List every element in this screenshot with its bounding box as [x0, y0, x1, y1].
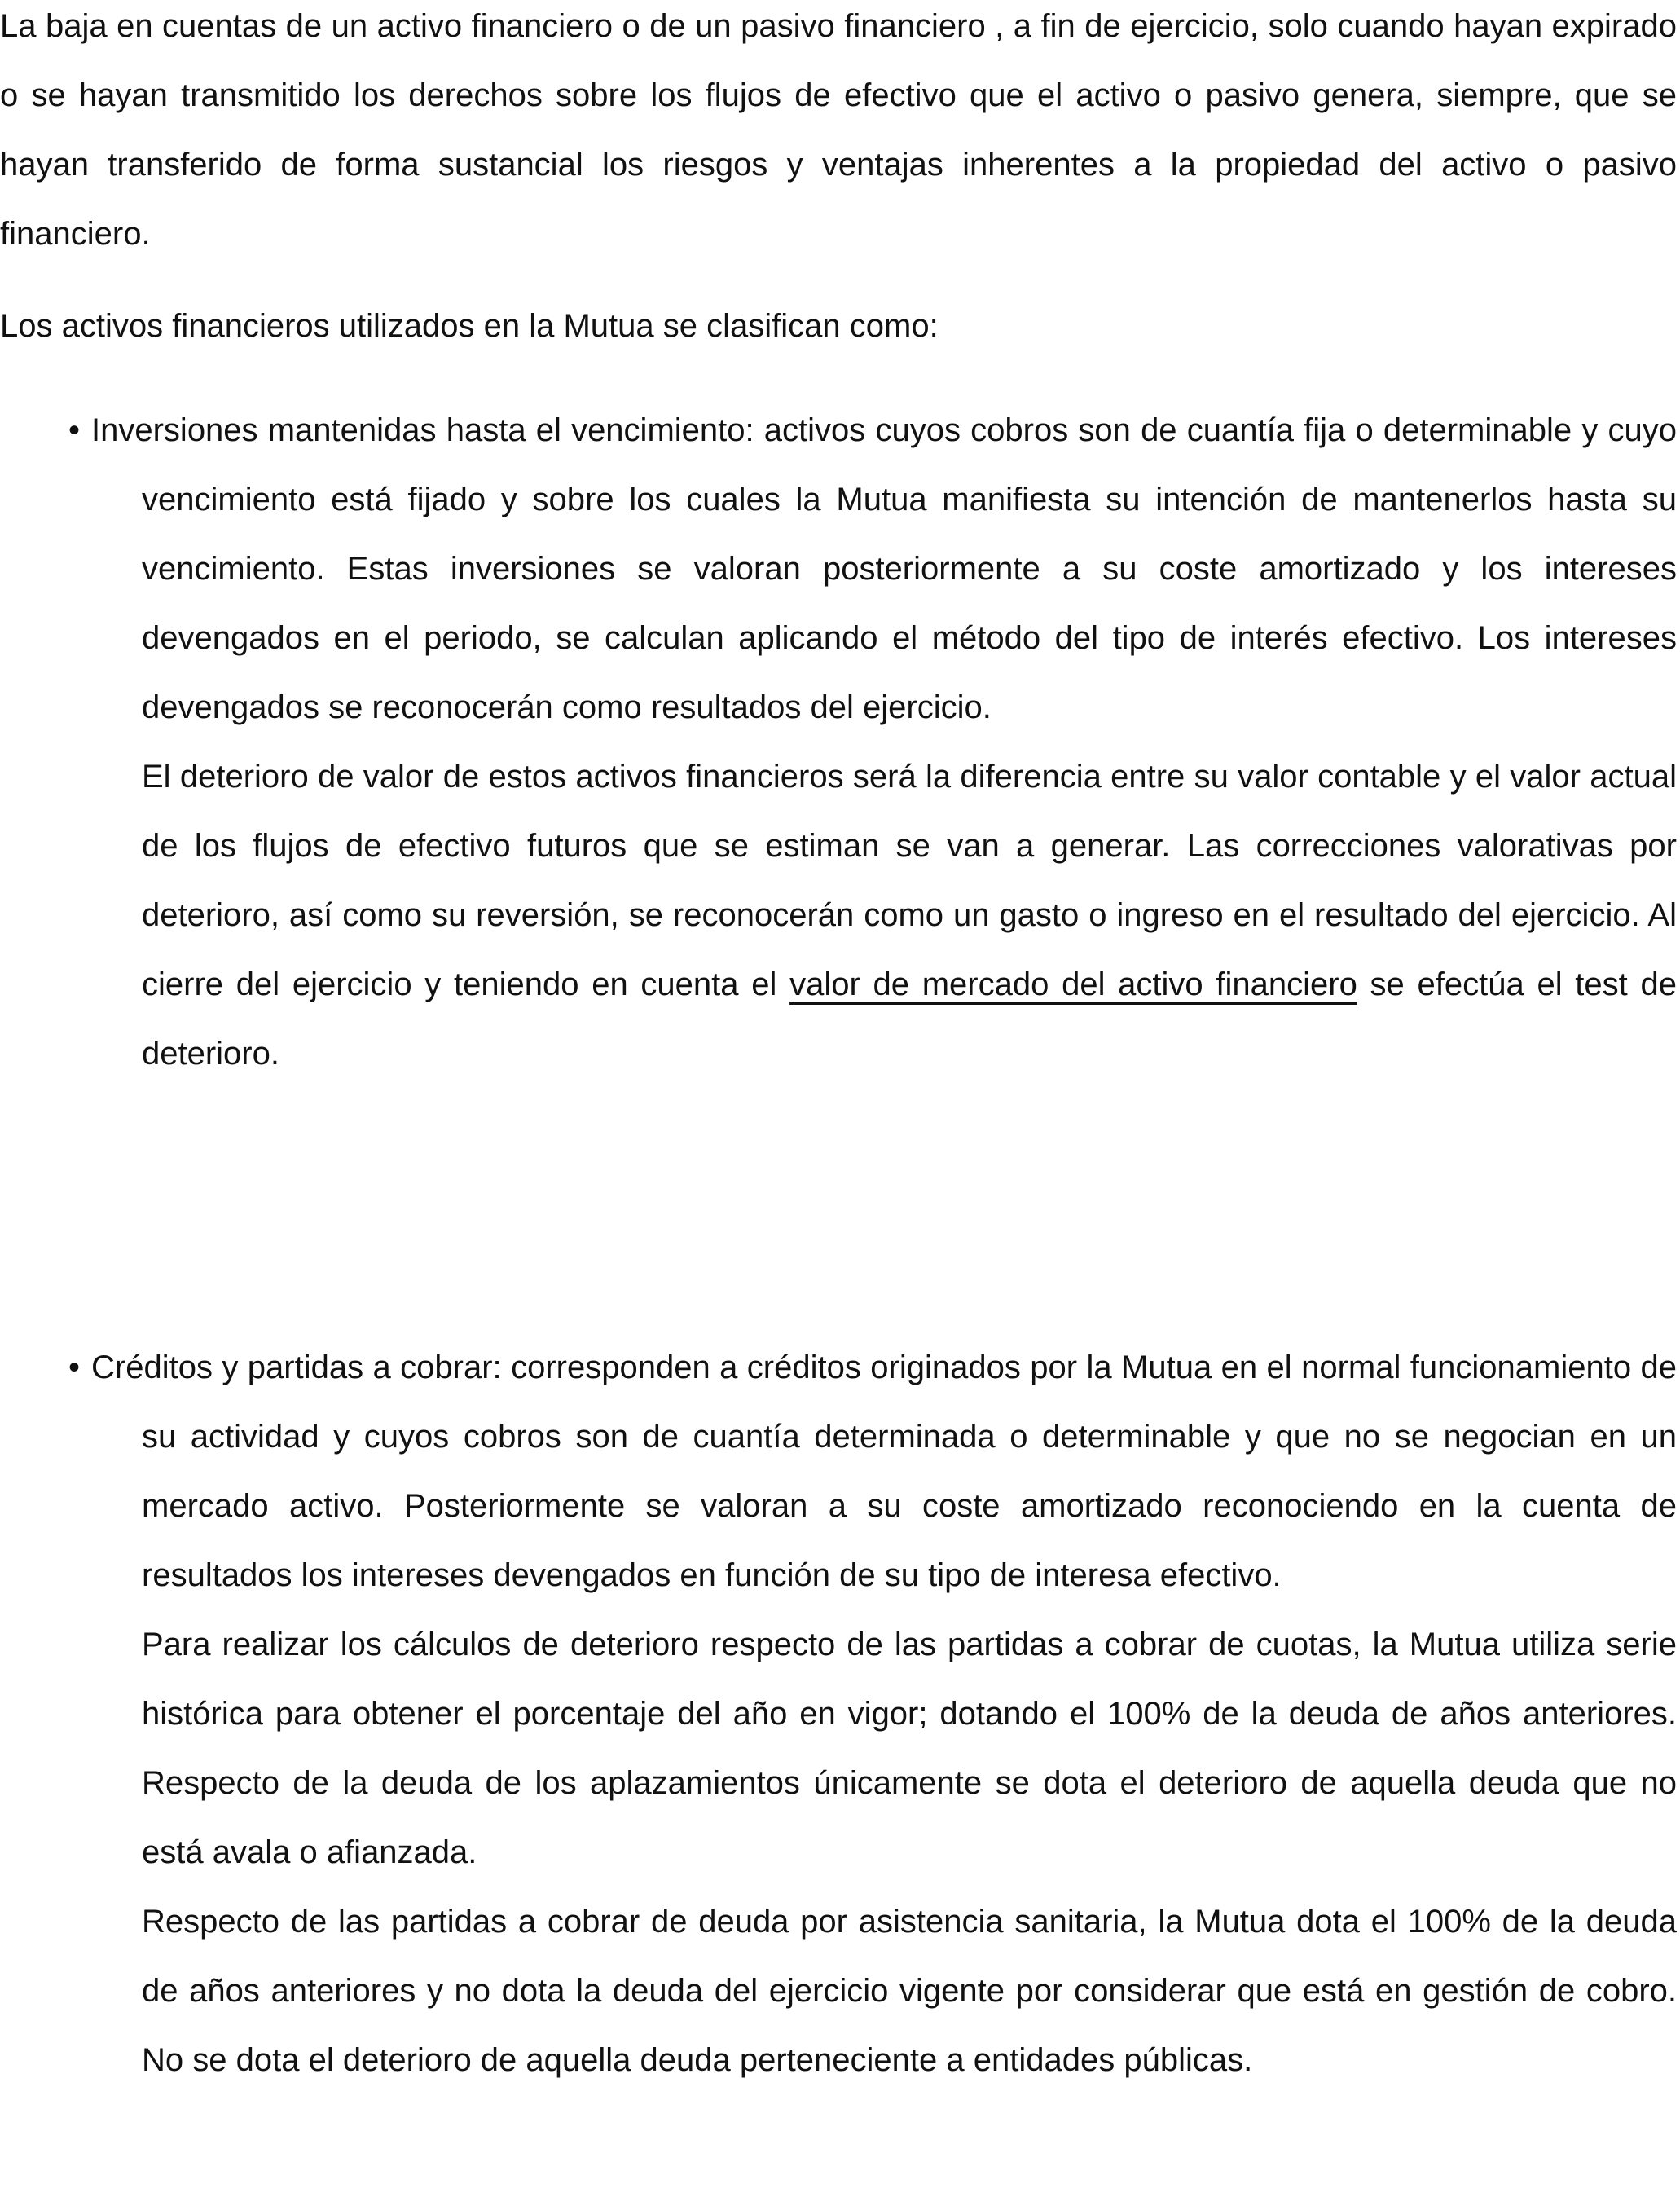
sub-paragraph-healthcare-debt: [0, 1887, 1677, 2095]
sub-paragraph-quotas: [0, 1610, 1677, 1887]
bullet-item-credits-receivables: [0, 1333, 1677, 2095]
sub-paragraph-text: Respecto de las partidas a cobrar de deuda por asistencia sanitaria, la Mutua dota el 100% de la deuda de años anteriores y no dota la deuda del ejercicio vigente por considerar que está en gestión de cobro. No se dota el deterioro de aquella deuda perteneciente a entidades públicas.: [142, 1904, 1677, 2078]
bullet-main-text: [0, 1333, 1677, 1610]
sub-paragraph-text: El deterioro de valor de estos activos financieros será la diferencia entre su valor contable y el valor actual de los flujos de efectivo futuros que se estiman se van a generar. Las correcciones valorativas por deterioro, así como su reversión, se reconocerán como un gasto o ingreso en el resultado del ejercicio. Al cierre del ejercicio y teniendo en cuenta el: [142, 759, 1677, 1002]
sub-paragraph-text: Para realizar los cálculos de deterioro respecto de las partidas a cobrar de cuotas, la Mutua utiliza serie histórica para obtener el porcentaje del año en vigor; dotando el 100% de la deuda de años anteriores. Respecto de la deuda de los aplazamientos únicamente se dota el deterioro de aquella deuda que no está avala o afianzada.: [142, 1627, 1677, 1870]
bullet-item-held-to-maturity: [0, 396, 1677, 1089]
bullet-text: Créditos y partidas a cobrar: corresponden a créditos originados por la Mutua en el normal funcionamiento de su actividad y cuyos cobros son de cuantía determinada o determinable y que no se negocian en un mercado activo. Posteriormente se valoran a su coste amortizado reconociendo en la cuenta de resultados los intereses devengados en función de su tipo de interesa efectivo.: [91, 1350, 1677, 1593]
bullet-icon: •: [68, 1350, 81, 1385]
sub-paragraph-impairment: [0, 742, 1677, 1089]
intro-paragraph: La baja en cuentas de un activo financiero o de un pasivo financiero , a fin de ejercicio, solo cuando hayan expirado o se hayan transmitido los derechos sobre los flujos de efectivo que el activo o pasivo genera, siempre, que se hayan transferido de forma sustancial los riesgos y ventajas inherentes a la propiedad del activo o pasivo financiero.: [0, 8, 1677, 252]
lead-paragraph: Los activos financieros utilizados en la Mutua se clasifican como:: [0, 308, 939, 344]
underlined-phrase: valor de mercado del activo financiero: [789, 967, 1357, 1002]
bullet-text: Inversiones mantenidas hasta el vencimiento: activos cuyos cobros son de cuantía fija o determinable y cuyo vencimiento está fijado y sobre los cuales la Mutua manifiesta su intención de mantenerlos hasta su vencimiento. Estas inversiones se valoran posteriormente a su coste amortizado y los intereses devengados en el periodo, se calculan aplicando el método del tipo de interés efectivo. Los intereses devengados se reconocerán como resultados del ejercicio.: [91, 412, 1677, 725]
bullet-icon: •: [68, 412, 81, 448]
bullet-main-text: [0, 396, 1677, 742]
sub-paragraph-text-end: se efectúa el test de deterioro.: [142, 967, 1677, 1072]
